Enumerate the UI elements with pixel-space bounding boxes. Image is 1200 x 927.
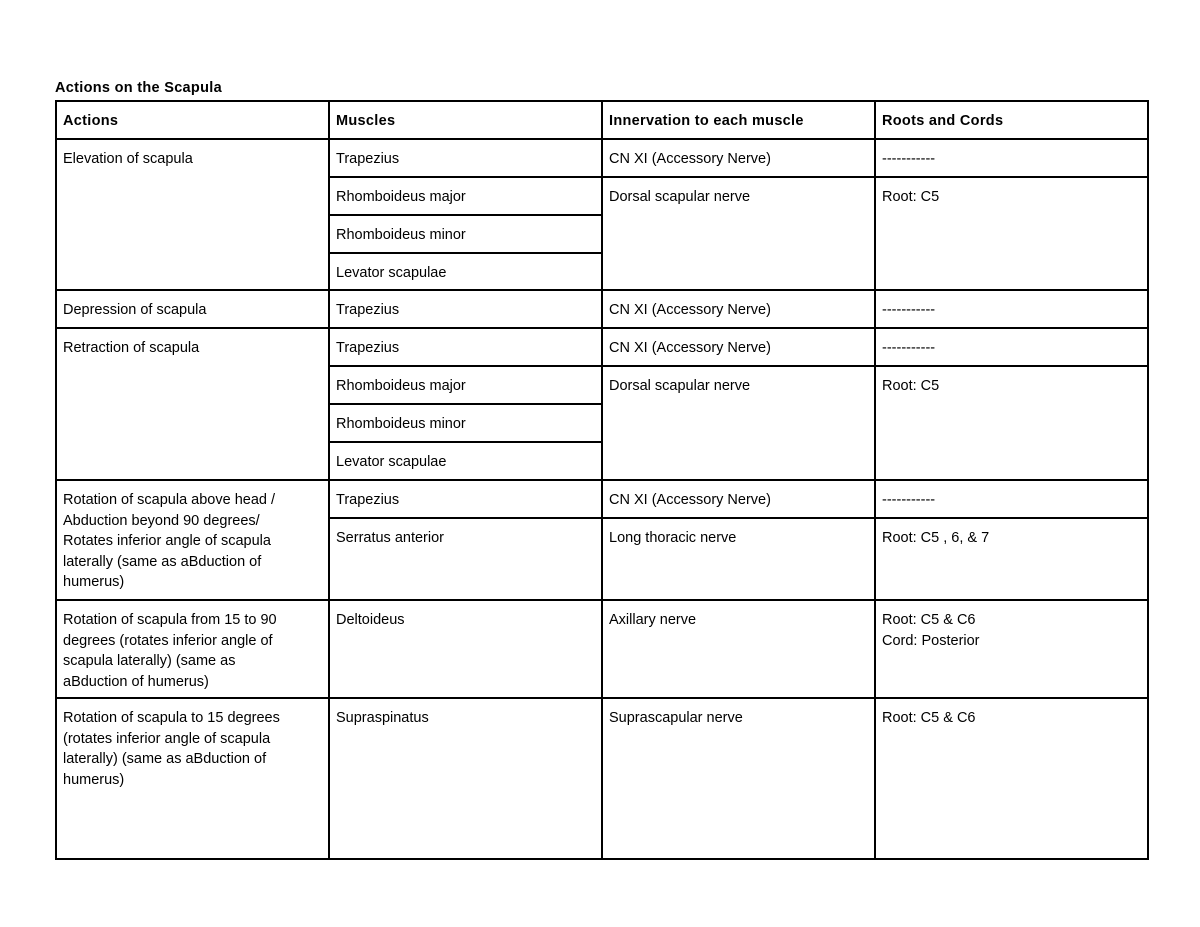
action-cell: Rotation of scapula to 15 degrees (rotates inferior angle of scapula laterally) (same as aBduction of humerus) — [56, 698, 329, 859]
muscle-cell: Deltoideus — [329, 600, 602, 698]
muscle-cell: Supraspinatus — [329, 698, 602, 859]
innervation-cell: CN XI (Accessory Nerve) — [602, 480, 875, 518]
muscle-cell: Levator scapulae — [329, 442, 602, 480]
innervation-cell: CN XI (Accessory Nerve) — [602, 139, 875, 177]
muscle-cell: Rhomboideus minor — [329, 404, 602, 442]
roots-cell: ----------- — [875, 328, 1148, 366]
muscle-cell: Trapezius — [329, 139, 602, 177]
roots-cell: Root: C5 , 6, & 7 — [875, 518, 1148, 600]
table-row — [56, 139, 1148, 177]
roots-cell: Root: C5 — [875, 366, 1148, 480]
table-row — [56, 328, 1148, 366]
muscle-cell: Trapezius — [329, 290, 602, 328]
header-actions: Actions — [56, 101, 329, 139]
roots-cell: ----------- — [875, 480, 1148, 518]
table-row — [56, 698, 1148, 859]
action-cell: Rotation of scapula above head / Abduction beyond 90 degrees/ Rotates inferior angle of scapula laterally (same as aBduction of humerus) — [56, 480, 329, 600]
page-title: Actions on the Scapula — [55, 80, 222, 96]
innervation-cell: CN XI (Accessory Nerve) — [602, 328, 875, 366]
action-cell: Retraction of scapula — [56, 328, 329, 480]
innervation-cell: Axillary nerve — [602, 600, 875, 698]
header-innervation: Innervation to each muscle — [602, 101, 875, 139]
header-roots-and-cords: Roots and Cords — [875, 101, 1148, 139]
action-cell: Elevation of scapula — [56, 139, 329, 290]
muscle-cell: Levator scapulae — [329, 253, 602, 290]
innervation-cell: Dorsal scapular nerve — [602, 366, 875, 480]
innervation-cell: CN XI (Accessory Nerve) — [602, 290, 875, 328]
muscle-cell: Serratus anterior — [329, 518, 602, 600]
table-row — [56, 600, 1148, 698]
table-row — [56, 480, 1148, 518]
muscle-cell: Trapezius — [329, 328, 602, 366]
scapula-actions-table — [55, 100, 1149, 860]
action-cell: Rotation of scapula from 15 to 90 degrees (rotates inferior angle of scapula laterally) (same as aBduction of humerus) — [56, 600, 329, 698]
innervation-cell: Suprascapular nerve — [602, 698, 875, 859]
roots-cell: Root: C5 & C6 — [875, 698, 1148, 859]
muscle-cell: Rhomboideus major — [329, 366, 602, 404]
innervation-cell: Dorsal scapular nerve — [602, 177, 875, 290]
muscle-cell: Trapezius — [329, 480, 602, 518]
table-header-row — [56, 101, 1148, 139]
roots-cell: Root: C5 — [875, 177, 1148, 290]
roots-cell: Root: C5 & C6 Cord: Posterior — [875, 600, 1148, 698]
roots-cell: ----------- — [875, 290, 1148, 328]
innervation-cell: Long thoracic nerve — [602, 518, 875, 600]
muscle-cell: Rhomboideus minor — [329, 215, 602, 253]
action-cell: Depression of scapula — [56, 290, 329, 328]
table-row — [56, 290, 1148, 328]
header-muscles: Muscles — [329, 101, 602, 139]
muscle-cell: Rhomboideus major — [329, 177, 602, 215]
roots-cell: ----------- — [875, 139, 1148, 177]
